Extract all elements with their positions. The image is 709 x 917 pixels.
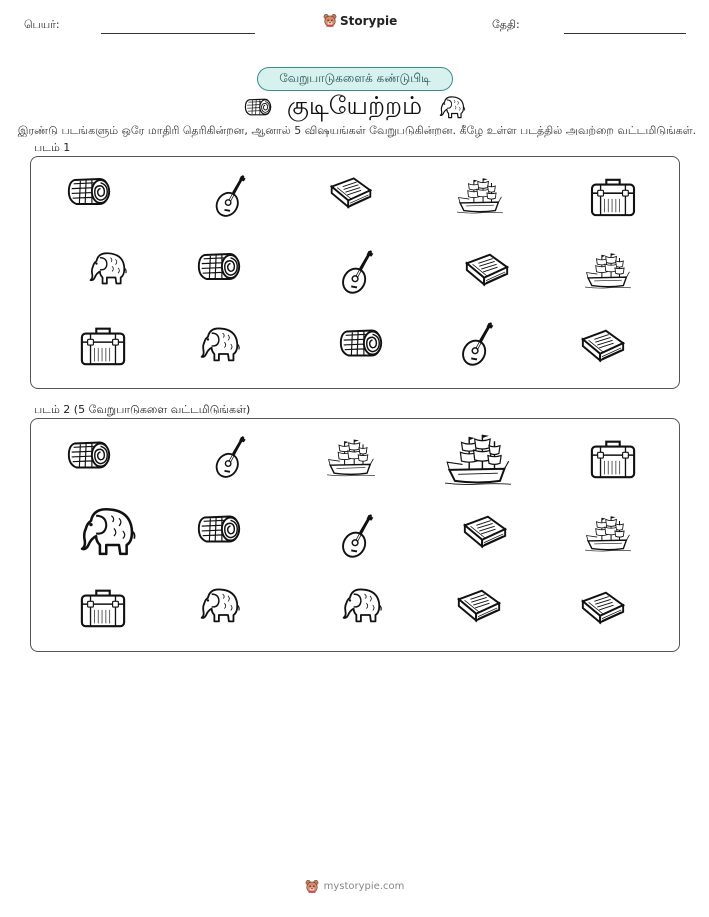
picture1-item: [579, 327, 627, 367]
picture2-item: [579, 589, 627, 629]
bear-icon: [323, 13, 337, 28]
title-row: [0, 90, 709, 124]
book-icon: [455, 587, 503, 627]
book-icon: [579, 327, 627, 367]
picture1-item: [337, 325, 385, 361]
picture2-item: [589, 437, 637, 481]
book-icon: [461, 513, 509, 553]
elephant-icon: [195, 324, 241, 364]
ship-icon: [445, 431, 511, 489]
picture1-item: [589, 176, 637, 218]
footer: [0, 879, 709, 894]
mandolin-icon: [457, 321, 497, 369]
page-title: குடியேற்றம்: [286, 90, 423, 120]
elephant-icon: [83, 249, 129, 287]
picture2-item[interactable]: [327, 437, 375, 479]
mandolin-icon: [211, 174, 249, 220]
name-label: பெயர்:: [24, 18, 60, 31]
rolled-mat-icon: [65, 437, 113, 473]
ship-icon: [585, 251, 631, 291]
picture1-item: [457, 321, 497, 369]
picture2-item: [211, 435, 249, 481]
picture1-item: [65, 174, 113, 209]
mandolin-icon: [337, 249, 377, 297]
picture1-item: [195, 249, 243, 284]
picture2-item: [65, 437, 113, 473]
picture2-item[interactable]: [445, 431, 511, 489]
picture2-label: படம் 2 (5 வேறுபாடுகளை வட்டமிடுங்கள்): [34, 403, 251, 416]
elephant-icon: [436, 94, 466, 120]
rolled-mat-icon: [195, 511, 243, 547]
picture1-item: [79, 324, 127, 368]
footer-url[interactable]: mystorypie.com: [323, 881, 405, 892]
picture2-item: [195, 585, 241, 625]
picture2-item[interactable]: [455, 587, 503, 627]
picture1-item: [337, 249, 377, 297]
picture1-item: [585, 251, 631, 291]
elephant-icon: [73, 503, 137, 559]
mandolin-icon: [337, 513, 377, 561]
picture2-item[interactable]: [73, 503, 137, 559]
picture1-item: [328, 175, 374, 213]
suitcase-icon: [79, 324, 127, 368]
ship-icon: [327, 437, 375, 479]
suitcase-icon: [589, 176, 637, 218]
picture2-item: [79, 586, 127, 630]
ship-icon: [585, 513, 631, 555]
ship-icon: [457, 175, 503, 217]
picture1-item: [463, 251, 511, 291]
picture2-item: [585, 513, 631, 555]
mandolin-icon: [211, 435, 249, 481]
picture1-item: [83, 249, 129, 287]
picture1-item: [195, 324, 241, 364]
name-field[interactable]: [101, 33, 255, 34]
date-field[interactable]: [564, 33, 686, 34]
instructions: இரண்டு படங்களும் ஒரே மாதிரி தெரிகின்றன, ஆனால் 5 விஷயங்கள் வேறுபடுகின்றன. கீழே உள்ள படத்தில் அவற்றை வட்டமிடுங்கள்.: [17, 124, 697, 137]
picture2-item: [337, 513, 377, 561]
suitcase-icon: [589, 437, 637, 481]
picture1-label: படம் 1: [34, 141, 71, 154]
book-icon: [463, 251, 511, 291]
picture1-item: [211, 174, 249, 220]
brand-name: Storypie: [340, 13, 398, 28]
rolled-mat-icon: [195, 249, 243, 284]
picture2-item[interactable]: [337, 585, 383, 625]
rolled-mat-icon: [243, 96, 273, 118]
rolled-mat-icon: [337, 325, 385, 361]
picture1-item: [457, 175, 503, 217]
rolled-mat-icon: [65, 174, 113, 209]
activity-badge: வேறுபாடுகளைக் கண்டுபிடி: [257, 67, 453, 91]
book-icon: [328, 175, 374, 213]
elephant-icon: [195, 585, 241, 625]
suitcase-icon: [79, 586, 127, 630]
picture2-item: [195, 511, 243, 547]
picture2-panel: [30, 418, 680, 652]
book-icon: [579, 589, 627, 629]
elephant-icon: [337, 585, 383, 625]
date-label: தேதி:: [492, 18, 520, 31]
picture1-panel: [30, 156, 680, 389]
brand-logo: [323, 13, 397, 28]
bear-icon: [305, 879, 319, 894]
picture2-item: [461, 513, 509, 553]
